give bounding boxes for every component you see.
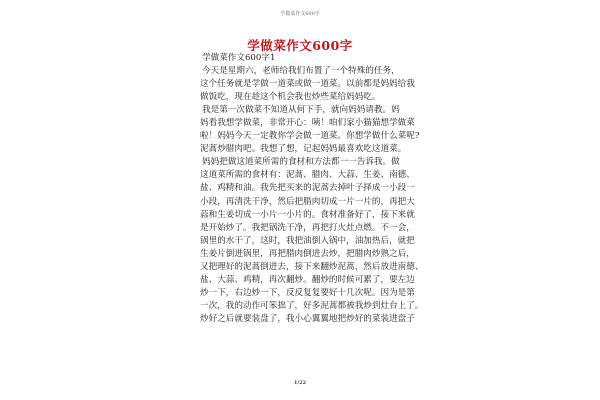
paragraph-2 xyxy=(200,104,420,156)
text-line: 小段，再清洗干净，然后把腊肉切成一片一片的，再把大 xyxy=(200,196,415,207)
text-line: 是开始炒了。我把锅洗干净，再把打火灶点燃。不一会， xyxy=(200,222,415,233)
subtitle: 学做菜作文600字1 xyxy=(202,53,276,63)
text-line: 盐、大蒜、鸡精，再次翻炒。翻炒的时候可累了，要左边 xyxy=(200,274,415,285)
text-line: 妈看我想学做菜，非常开心：咦！咱们家小猫猫想学做菜 xyxy=(200,118,415,129)
paragraph-1 xyxy=(200,65,415,104)
text-line: 锅里的水干了，这时，我把油倒入锅中，油加热后，就把 xyxy=(200,235,415,246)
page-number: 1/22 xyxy=(293,380,307,386)
text-line: 炒好之后就要装盘了，我小心翼翼地把炒好的菜装进盘子 xyxy=(200,313,415,324)
page-title: 学做菜作文600字 xyxy=(247,38,353,53)
text-line: 生姜片倒进锅里，再把腊肉倒进去炒，把腊肉炒熟之后， xyxy=(200,248,415,259)
running-header: 学做菜作文600字 xyxy=(280,11,320,17)
text-line: 盐、鸡精和油。我先把买来的泥蒿去掉叶子择成一小段一 xyxy=(200,183,415,194)
paragraph-3 xyxy=(200,156,424,326)
text-line: 蒜和生姜切成一小片一小片的。食材准备好了，接下来就 xyxy=(200,209,415,220)
text-line: 又把理好的泥蒿倒进去，接下来翻炒泥蒿，然后放进南德、 xyxy=(200,261,424,272)
text-line: 这道菜所需的食材有：泥蒿、腊肉、大蒜、生姜、南德、 xyxy=(200,170,415,181)
text-line: 泥蒿炒腊肉吧。我想了想，记起妈妈最喜欢吃这道菜。 xyxy=(200,144,407,155)
text-line: 一次，我的动作可笨拙了，好多泥蒿都被我炒到灶台上了。 xyxy=(200,300,424,311)
text-line: 啦！妈妈今天一定教你学会做一道菜。你想学做什么菜呢? xyxy=(200,131,420,142)
text-line: 我是第一次做菜不知道从何下手，就向妈妈请教。妈 xyxy=(202,105,400,116)
document-body xyxy=(200,52,424,326)
text-line: 炒一下，右边炒一下，反反复复要好十几次呢。因为是第 xyxy=(200,287,415,298)
text-line: 今天是星期六，老师给我们布置了一个特殊的任务， xyxy=(202,66,400,77)
text-line: 妈妈把做这道菜所需的食材和方法都一一告诉我。做 xyxy=(202,157,400,168)
text-line: 这个任务就是学做一道菜或做一道菜。以前都是妈妈给我 xyxy=(200,79,415,90)
text-line: 做饭吃，现在趁这个机会我也炒些菜给妈妈吃。 xyxy=(200,92,381,103)
